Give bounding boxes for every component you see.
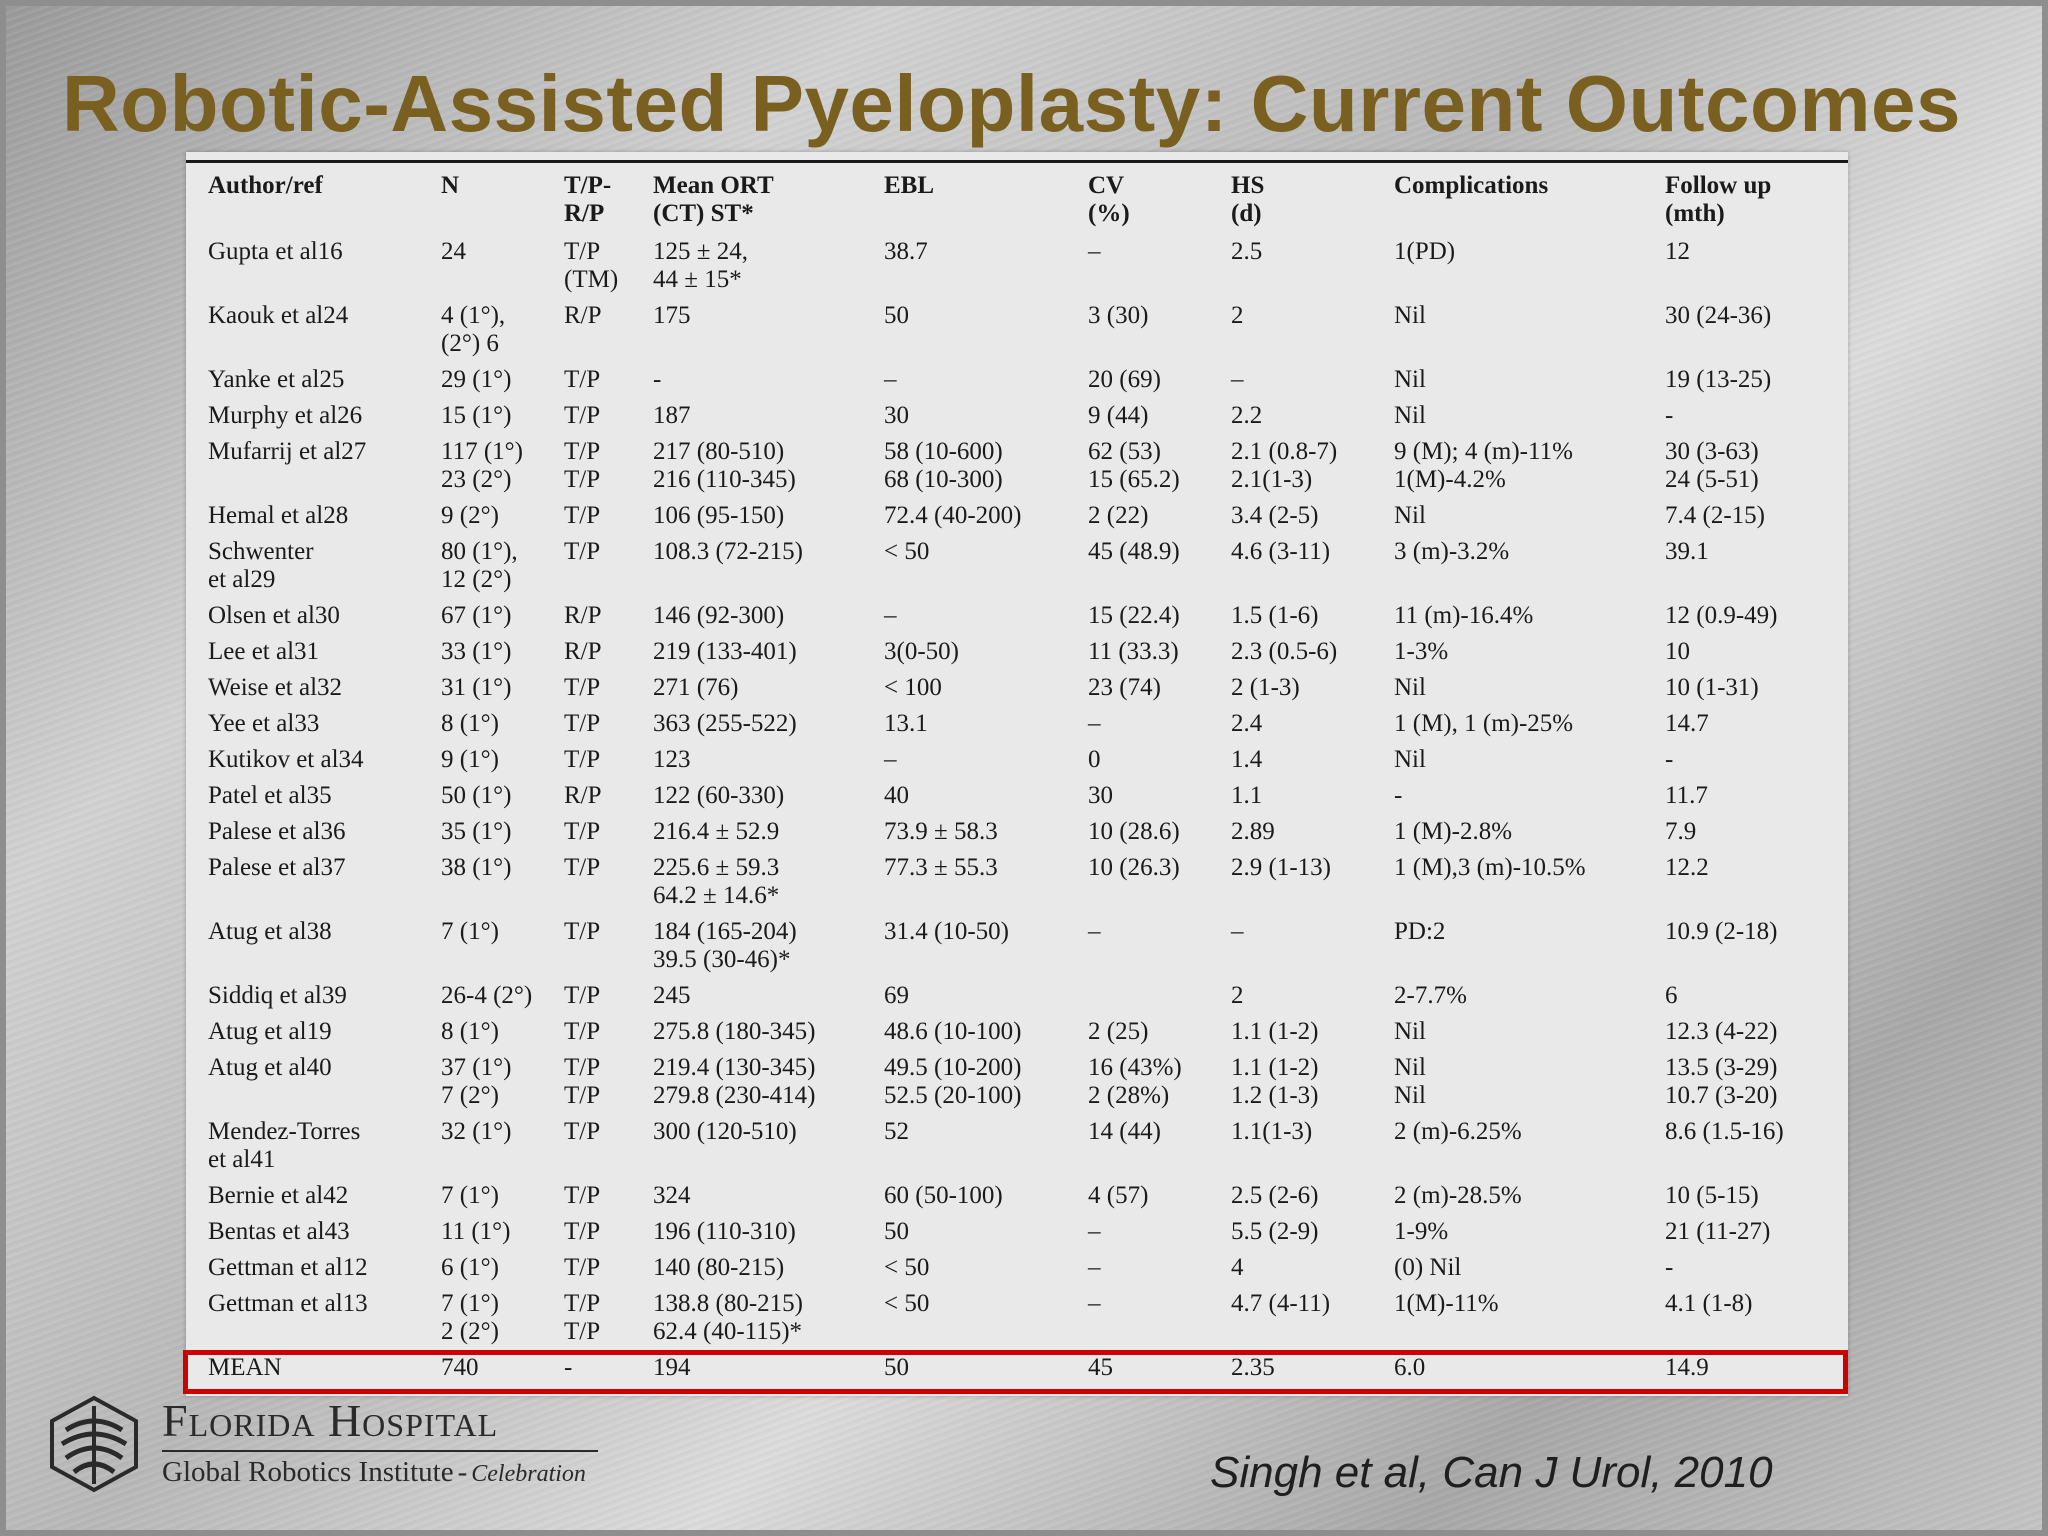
table-row bbox=[204, 979, 1838, 1015]
table-row bbox=[204, 1179, 1838, 1215]
cell-approach: T/P bbox=[564, 538, 601, 565]
florida-hospital-logo bbox=[44, 1394, 644, 1504]
cell-ebl: 72.4 (40-200) bbox=[884, 502, 1022, 529]
cell-approach: T/P bbox=[564, 1218, 601, 1245]
cell-complications: Nil bbox=[1394, 302, 1426, 329]
cell-ebl: 50 bbox=[884, 1218, 909, 1245]
header-n: N bbox=[441, 172, 460, 199]
cell-n: 26-4 (2°) bbox=[441, 982, 533, 1009]
table-panel bbox=[186, 152, 1848, 1396]
cell-cv: 20 (69) bbox=[1088, 366, 1161, 393]
cell-complications: 2-7.7% bbox=[1394, 982, 1467, 1009]
cell-approach: R/P bbox=[564, 782, 602, 809]
cell-cv: 11 (33.3) bbox=[1088, 638, 1179, 665]
logo-name bbox=[162, 1394, 498, 1447]
cell-ebl: 31.4 (10-50) bbox=[884, 918, 1009, 945]
header-hs: HS (d) bbox=[1231, 172, 1265, 227]
cell-hs: – bbox=[1231, 918, 1244, 945]
cell-cv: 0 bbox=[1088, 746, 1101, 773]
table-row bbox=[204, 779, 1838, 815]
cell-complications: 1 (M),3 (m)-10.5% bbox=[1394, 854, 1586, 881]
cell-n: 4 (1°), (2°) 6 bbox=[441, 302, 506, 357]
table-row bbox=[204, 1051, 1838, 1115]
cell-complications: 2 (m)-28.5% bbox=[1394, 1182, 1522, 1209]
cell-hs: 1.1(1-3) bbox=[1231, 1118, 1313, 1145]
table-row bbox=[204, 815, 1838, 851]
cell-hs: 4.7 (4-11) bbox=[1231, 1290, 1331, 1317]
cell-complications: 1-9% bbox=[1394, 1218, 1449, 1245]
logo-name-text: Florida Hospital bbox=[162, 1395, 499, 1446]
mean-cell-hs: 2.35 bbox=[1231, 1354, 1275, 1381]
cell-mean-ort: 146 (92-300) bbox=[653, 602, 785, 629]
mean-row-highlight-box bbox=[183, 1350, 1848, 1394]
cell-approach: R/P bbox=[564, 638, 602, 665]
cell-approach: T/P (TM) bbox=[564, 238, 619, 293]
table-row bbox=[204, 743, 1838, 779]
cell-approach: T/P bbox=[564, 818, 601, 845]
cell-complications: 2 (m)-6.25% bbox=[1394, 1118, 1522, 1145]
cell-author: Gettman et al12 bbox=[208, 1254, 368, 1281]
header-ebl: EBL bbox=[884, 172, 935, 199]
cell-follow-up: - bbox=[1665, 1254, 1674, 1281]
table-row bbox=[204, 635, 1838, 671]
cell-follow-up: 30 (3-63) 24 (5-51) bbox=[1665, 438, 1759, 493]
cell-cv: – bbox=[1088, 1254, 1101, 1281]
cell-n: 8 (1°) bbox=[441, 1018, 499, 1045]
cell-author: Gupta et al16 bbox=[208, 238, 343, 265]
logo-separator: - bbox=[457, 1456, 468, 1488]
cell-author: Bernie et al42 bbox=[208, 1182, 349, 1209]
cell-follow-up: 11.7 bbox=[1665, 782, 1708, 809]
cell-hs: 2.3 (0.5-6) bbox=[1231, 638, 1338, 665]
cell-complications: PD:2 bbox=[1394, 918, 1446, 945]
cell-complications: Nil Nil bbox=[1394, 1054, 1426, 1109]
slide-title: Robotic-Assisted Pyeloplasty: Current Outcomes bbox=[62, 59, 1961, 148]
cell-ebl: 38.7 bbox=[884, 238, 928, 265]
cell-hs: 2.89 bbox=[1231, 818, 1275, 845]
cell-complications: 9 (M); 4 (m)-11% 1(M)-4.2% bbox=[1394, 438, 1573, 493]
cell-author: Mufarrij et al27 bbox=[208, 438, 367, 465]
cell-follow-up: 10 (5-15) bbox=[1665, 1182, 1759, 1209]
cell-complications: Nil bbox=[1394, 674, 1426, 701]
cell-cv: 9 (44) bbox=[1088, 402, 1149, 429]
cell-ebl: 48.6 (10-100) bbox=[884, 1018, 1022, 1045]
cell-author: Yanke et al25 bbox=[208, 366, 345, 393]
cell-follow-up: 10 (1-31) bbox=[1665, 674, 1759, 701]
cell-author: Patel et al35 bbox=[208, 782, 332, 809]
cell-mean-ort: 184 (165-204) 39.5 (30-46)* bbox=[653, 918, 797, 973]
cell-n: 80 (1°), 12 (2°) bbox=[441, 538, 518, 593]
cell-complications: Nil bbox=[1394, 402, 1426, 429]
cell-author: Palese et al37 bbox=[208, 854, 346, 881]
table-row bbox=[204, 1115, 1838, 1179]
cell-hs: 2 (1-3) bbox=[1231, 674, 1300, 701]
cell-approach: T/P bbox=[564, 918, 601, 945]
logo-location: Celebration bbox=[471, 1461, 586, 1487]
table-row bbox=[204, 299, 1838, 363]
cell-approach: T/P bbox=[564, 982, 601, 1009]
header-follow-up: Follow up (mth) bbox=[1665, 172, 1772, 227]
cell-mean-ort: 108.3 (72-215) bbox=[653, 538, 803, 565]
cell-n: 50 (1°) bbox=[441, 782, 512, 809]
cell-n: 24 bbox=[441, 238, 466, 265]
cell-mean-ort: 122 (60-330) bbox=[653, 782, 785, 809]
cell-hs: 3.4 (2-5) bbox=[1231, 502, 1319, 529]
cell-complications: Nil bbox=[1394, 366, 1426, 393]
cell-follow-up: 30 (24-36) bbox=[1665, 302, 1772, 329]
mean-cell-follow-up: 14.9 bbox=[1665, 1354, 1709, 1381]
cell-mean-ort: 175 bbox=[653, 302, 691, 329]
cell-follow-up: 13.5 (3-29) 10.7 (3-20) bbox=[1665, 1054, 1778, 1109]
table-row bbox=[204, 707, 1838, 743]
cell-author: Palese et al36 bbox=[208, 818, 346, 845]
cell-hs: 1.1 (1-2) 1.2 (1-3) bbox=[1231, 1054, 1319, 1109]
cell-mean-ort: 363 (255-522) bbox=[653, 710, 797, 737]
cell-ebl: 77.3 ± 55.3 bbox=[884, 854, 998, 881]
cell-hs: 1.1 bbox=[1231, 782, 1263, 809]
header-cv: CV (%) bbox=[1088, 172, 1130, 227]
cell-cv: 45 (48.9) bbox=[1088, 538, 1180, 565]
cell-n: 33 (1°) bbox=[441, 638, 512, 665]
cell-n: 15 (1°) bbox=[441, 402, 512, 429]
cell-approach: R/P bbox=[564, 602, 602, 629]
mean-cell-author: MEAN bbox=[208, 1354, 282, 1381]
cell-author: Yee et al33 bbox=[208, 710, 320, 737]
cell-hs: 1.4 bbox=[1231, 746, 1263, 773]
table-row bbox=[204, 1015, 1838, 1051]
cell-follow-up: 39.1 bbox=[1665, 538, 1709, 565]
cell-author: Schwenter et al29 bbox=[208, 538, 314, 593]
cell-n: 7 (1°) 2 (2°) bbox=[441, 1290, 499, 1345]
mean-cell-approach: - bbox=[564, 1354, 573, 1381]
cell-complications: 1 (M), 1 (m)-25% bbox=[1394, 710, 1574, 737]
cell-ebl: < 100 bbox=[884, 674, 942, 701]
table-top-rule bbox=[186, 160, 1848, 163]
cell-mean-ort: 219 (133-401) bbox=[653, 638, 797, 665]
cell-complications: Nil bbox=[1394, 1018, 1426, 1045]
cell-mean-ort: 271 (76) bbox=[653, 674, 739, 701]
cell-approach: T/P bbox=[564, 402, 601, 429]
mean-cell-cv: 45 bbox=[1088, 1354, 1113, 1381]
cell-ebl: 49.5 (10-200) 52.5 (20-100) bbox=[884, 1054, 1022, 1109]
cell-author: Siddiq et al39 bbox=[208, 982, 347, 1009]
mean-cell-n: 740 bbox=[441, 1354, 479, 1381]
cell-author: Gettman et al13 bbox=[208, 1290, 368, 1317]
table-row bbox=[204, 1215, 1838, 1251]
cell-cv: 62 (53) 15 (65.2) bbox=[1088, 438, 1180, 493]
cell-mean-ort: 225.6 ± 59.3 64.2 ± 14.6* bbox=[653, 854, 780, 909]
header-approach: T/P- R/P bbox=[564, 172, 612, 227]
cell-ebl: – bbox=[884, 746, 897, 773]
florida-hospital-emblem-icon bbox=[44, 1394, 144, 1494]
cell-approach: T/P bbox=[564, 710, 601, 737]
cell-complications: (0) Nil bbox=[1394, 1254, 1462, 1281]
cell-cv: 23 (74) bbox=[1088, 674, 1161, 701]
cell-cv bbox=[1084, 979, 1227, 1015]
cell-follow-up: 19 (13-25) bbox=[1665, 366, 1772, 393]
cell-cv: – bbox=[1088, 1218, 1101, 1245]
cell-hs: 2.2 bbox=[1231, 402, 1263, 429]
cell-mean-ort: 125 ± 24, 44 ± 15* bbox=[653, 238, 748, 293]
table-row bbox=[204, 535, 1838, 599]
cell-n: 6 (1°) bbox=[441, 1254, 499, 1281]
cell-ebl: – bbox=[884, 602, 897, 629]
header-complications: Complications bbox=[1394, 172, 1549, 199]
cell-cv: 30 bbox=[1088, 782, 1113, 809]
cell-n: 117 (1°) 23 (2°) bbox=[441, 438, 523, 493]
table-row bbox=[204, 599, 1838, 635]
cell-follow-up: 8.6 (1.5-16) bbox=[1665, 1118, 1784, 1145]
cell-cv: – bbox=[1088, 238, 1101, 265]
cell-hs: 2.1 (0.8-7) 2.1(1-3) bbox=[1231, 438, 1338, 493]
cell-author: Atug et al40 bbox=[208, 1054, 332, 1081]
cell-n: 7 (1°) bbox=[441, 1182, 499, 1209]
cell-follow-up: - bbox=[1665, 746, 1674, 773]
cell-complications: 1(M)-11% bbox=[1394, 1290, 1499, 1317]
cell-n: 35 (1°) bbox=[441, 818, 512, 845]
cell-approach: T/P bbox=[564, 1182, 601, 1209]
cell-cv: – bbox=[1088, 710, 1101, 737]
cell-approach: T/P bbox=[564, 854, 601, 881]
cell-mean-ort: 140 (80-215) bbox=[653, 1254, 785, 1281]
cell-approach: T/P T/P bbox=[564, 1054, 601, 1109]
cell-mean-ort: 138.8 (80-215) 62.4 (40-115)* bbox=[653, 1290, 803, 1345]
cell-ebl: < 50 bbox=[884, 1254, 930, 1281]
cell-author: Atug et al38 bbox=[208, 918, 332, 945]
cell-follow-up: 6 bbox=[1665, 982, 1678, 1009]
cell-n: 7 (1°) bbox=[441, 918, 499, 945]
cell-mean-ort: - bbox=[653, 366, 662, 393]
logo-divider bbox=[162, 1450, 598, 1452]
cell-approach: T/P T/P bbox=[564, 438, 601, 493]
cell-cv: 2 (22) bbox=[1088, 502, 1149, 529]
cell-ebl: 30 bbox=[884, 402, 909, 429]
cell-hs: 2.9 (1-13) bbox=[1231, 854, 1331, 881]
cell-follow-up: 21 (11-27) bbox=[1665, 1218, 1771, 1245]
table-row bbox=[204, 235, 1838, 299]
table-row bbox=[204, 399, 1838, 435]
cell-cv: 16 (43%) 2 (28%) bbox=[1088, 1054, 1182, 1109]
cell-follow-up: 12 bbox=[1665, 238, 1690, 265]
cell-complications: 1 (M)-2.8% bbox=[1394, 818, 1513, 845]
cell-n: 32 (1°) bbox=[441, 1118, 512, 1145]
cell-ebl: 52 bbox=[884, 1118, 909, 1145]
cell-ebl: 69 bbox=[884, 982, 909, 1009]
cell-ebl: 58 (10-600) 68 (10-300) bbox=[884, 438, 1003, 493]
cell-ebl: 60 (50-100) bbox=[884, 1182, 1003, 1209]
cell-author: Kutikov et al34 bbox=[208, 746, 364, 773]
cell-approach: R/P bbox=[564, 302, 602, 329]
cell-author: Hemal et al28 bbox=[208, 502, 349, 529]
cell-n: 11 (1°) bbox=[441, 1218, 511, 1245]
table-row bbox=[204, 435, 1838, 499]
table-row bbox=[204, 499, 1838, 535]
cell-n: 38 (1°) bbox=[441, 854, 512, 881]
cell-cv: 3 (30) bbox=[1088, 302, 1149, 329]
cell-hs: 2.5 bbox=[1231, 238, 1263, 265]
cell-approach: T/P bbox=[564, 746, 601, 773]
cell-mean-ort: 217 (80-510) 216 (110-345) bbox=[653, 438, 796, 493]
cell-n: 9 (2°) bbox=[441, 502, 499, 529]
cell-cv: 10 (28.6) bbox=[1088, 818, 1180, 845]
cell-author: Atug et al19 bbox=[208, 1018, 332, 1045]
cell-complications: Nil bbox=[1394, 746, 1426, 773]
cell-hs: 2.4 bbox=[1231, 710, 1263, 737]
outcomes-table bbox=[204, 166, 1838, 1387]
cell-mean-ort: 106 (95-150) bbox=[653, 502, 785, 529]
cell-n: 8 (1°) bbox=[441, 710, 499, 737]
cell-hs: 2 bbox=[1231, 982, 1244, 1009]
cell-hs: 4 bbox=[1231, 1254, 1244, 1281]
cell-follow-up: 12 (0.9-49) bbox=[1665, 602, 1778, 629]
cell-mean-ort: 275.8 (180-345) bbox=[653, 1018, 816, 1045]
cell-complications: - bbox=[1394, 782, 1403, 809]
cell-ebl: 13.1 bbox=[884, 710, 928, 737]
cell-approach: T/P bbox=[564, 1254, 601, 1281]
logo-subtitle bbox=[162, 1456, 586, 1489]
citation: Singh et al, Can J Urol, 2010 bbox=[1210, 1448, 1773, 1497]
header-author: Author/ref bbox=[208, 172, 323, 199]
cell-ebl: 50 bbox=[884, 302, 909, 329]
cell-n: 9 (1°) bbox=[441, 746, 499, 773]
cell-hs: 1.1 (1-2) bbox=[1231, 1018, 1319, 1045]
table-row bbox=[204, 851, 1838, 915]
mean-cell-ebl: 50 bbox=[884, 1354, 909, 1381]
cell-cv: 10 (26.3) bbox=[1088, 854, 1180, 881]
cell-mean-ort: 216.4 ± 52.9 bbox=[653, 818, 780, 845]
cell-follow-up: 12.3 (4-22) bbox=[1665, 1018, 1778, 1045]
cell-approach: T/P bbox=[564, 1018, 601, 1045]
table-header-row bbox=[204, 166, 1838, 235]
logo-subtitle-text: Global Robotics Institute bbox=[162, 1456, 454, 1488]
cell-follow-up: 4.1 (1-8) bbox=[1665, 1290, 1753, 1317]
cell-approach: T/P bbox=[564, 674, 601, 701]
cell-mean-ort: 187 bbox=[653, 402, 691, 429]
cell-author: Bentas et al43 bbox=[208, 1218, 350, 1245]
cell-mean-ort: 324 bbox=[653, 1182, 691, 1209]
cell-hs: 4.6 (3-11) bbox=[1231, 538, 1331, 565]
cell-mean-ort: 300 (120-510) bbox=[653, 1118, 797, 1145]
cell-complications: Nil bbox=[1394, 502, 1426, 529]
cell-ebl: 3(0-50) bbox=[884, 638, 959, 665]
table-row bbox=[204, 363, 1838, 399]
cell-author: Mendez-Torres et al41 bbox=[208, 1118, 361, 1173]
table-row bbox=[204, 671, 1838, 707]
cell-author: Kaouk et al24 bbox=[208, 302, 349, 329]
cell-hs: 1.5 (1-6) bbox=[1231, 602, 1319, 629]
cell-mean-ort: 219.4 (130-345) 279.8 (230-414) bbox=[653, 1054, 816, 1109]
cell-hs: – bbox=[1231, 366, 1244, 393]
table-row bbox=[204, 915, 1838, 979]
cell-hs: 2.5 (2-6) bbox=[1231, 1182, 1319, 1209]
cell-follow-up: 12.2 bbox=[1665, 854, 1709, 881]
cell-author: Murphy et al26 bbox=[208, 402, 363, 429]
cell-ebl: 40 bbox=[884, 782, 909, 809]
table-row bbox=[204, 1251, 1838, 1287]
cell-cv: 2 (25) bbox=[1088, 1018, 1149, 1045]
cell-hs: 5.5 (2-9) bbox=[1231, 1218, 1319, 1245]
cell-ebl: < 50 bbox=[884, 1290, 930, 1317]
cell-n: 29 (1°) bbox=[441, 366, 512, 393]
cell-author: Lee et al31 bbox=[208, 638, 320, 665]
cell-cv: 15 (22.4) bbox=[1088, 602, 1180, 629]
cell-ebl: – bbox=[884, 366, 897, 393]
cell-n: 31 (1°) bbox=[441, 674, 512, 701]
cell-mean-ort: 245 bbox=[653, 982, 691, 1009]
cell-follow-up: - bbox=[1665, 402, 1674, 429]
cell-complications: 1-3% bbox=[1394, 638, 1449, 665]
cell-approach: T/P bbox=[564, 502, 601, 529]
cell-n: 37 (1°) 7 (2°) bbox=[441, 1054, 512, 1109]
cell-cv: 4 (57) bbox=[1088, 1182, 1149, 1209]
cell-follow-up: 7.4 (2-15) bbox=[1665, 502, 1765, 529]
mean-cell-complications: 6.0 bbox=[1394, 1354, 1426, 1381]
cell-cv: – bbox=[1088, 1290, 1101, 1317]
cell-follow-up: 7.9 bbox=[1665, 818, 1697, 845]
cell-approach: T/P bbox=[564, 1118, 601, 1145]
cell-follow-up: 14.7 bbox=[1665, 710, 1709, 737]
header-mean-ort: Mean ORT (CT) ST* bbox=[653, 172, 774, 227]
cell-hs: 2 bbox=[1231, 302, 1244, 329]
cell-complications: 1(PD) bbox=[1394, 238, 1456, 265]
cell-complications: 3 (m)-3.2% bbox=[1394, 538, 1510, 565]
mean-cell-mean-ort: 194 bbox=[653, 1354, 691, 1381]
cell-cv: 14 (44) bbox=[1088, 1118, 1161, 1145]
cell-ebl: < 50 bbox=[884, 538, 930, 565]
cell-mean-ort: 196 (110-310) bbox=[653, 1218, 796, 1245]
cell-ebl: 73.9 ± 58.3 bbox=[884, 818, 998, 845]
cell-approach: T/P bbox=[564, 366, 601, 393]
cell-author: Olsen et al30 bbox=[208, 602, 340, 629]
cell-n: 67 (1°) bbox=[441, 602, 512, 629]
cell-complications: 11 (m)-16.4% bbox=[1394, 602, 1534, 629]
cell-approach: T/P T/P bbox=[564, 1290, 601, 1345]
table-row bbox=[204, 1287, 1838, 1351]
cell-author: Weise et al32 bbox=[208, 674, 343, 701]
cell-follow-up: 10.9 (2-18) bbox=[1665, 918, 1778, 945]
cell-follow-up: 10 bbox=[1665, 638, 1690, 665]
cell-cv: – bbox=[1088, 918, 1101, 945]
cell-mean-ort: 123 bbox=[653, 746, 691, 773]
